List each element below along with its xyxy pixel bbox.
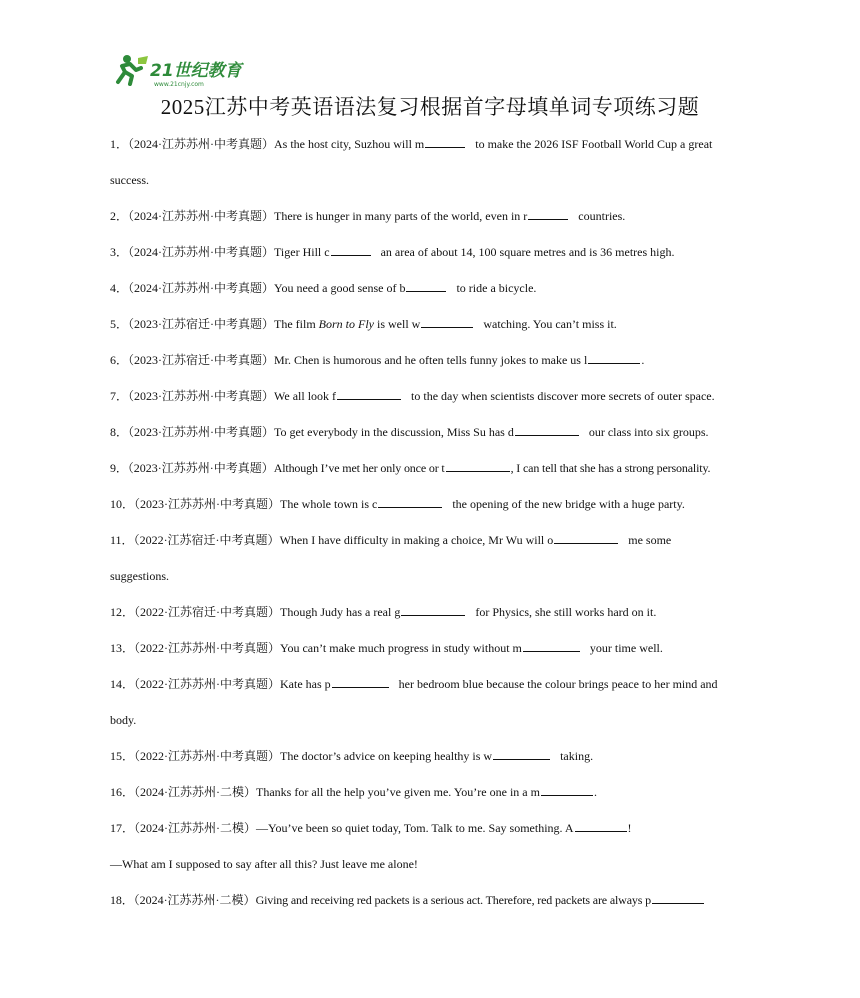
answer-blank[interactable] [425, 134, 465, 148]
question-item: 7．（2023·江苏苏州·中考真题）We all look f to the day when scientists discover more secrets of outer space. [110, 385, 750, 421]
question-item: 2．（2024·江苏苏州·中考真题）There is hunger in many parts of the world, even in r countries. [110, 205, 750, 241]
answer-blank[interactable] [528, 206, 568, 220]
question-item: 10．（2023·江苏苏州·中考真题）The whole town is c the opening of the new bridge with a huge party. [110, 493, 750, 529]
question-item: 11．（2022·江苏宿迁·中考真题）When I have difficulty in making a choice, Mr Wu will o me some [110, 529, 750, 565]
page-title: 2025江苏中考英语语法复习根据首字母填单词专项练习题 [160, 95, 700, 119]
question-item: 17．（2024·江苏苏州·二模）—You’ve been so quiet today, Tom. Talk to me. Say something. A ! [110, 817, 750, 853]
question-continuation: suggestions. [110, 569, 170, 583]
question-item: 14．（2022·江苏苏州·中考真题）Kate has p her bedroom blue because the colour brings peace to her mind and [110, 673, 750, 709]
logo [110, 52, 250, 92]
question-item: 8．（2023·江苏苏州·中考真题）To get everybody in the discussion, Miss Su has d our class into six groups. [110, 421, 750, 457]
answer-blank[interactable] [554, 530, 618, 544]
question-list [110, 133, 750, 925]
answer-blank[interactable] [337, 386, 401, 400]
question-item: 1．（2024·江苏苏州·中考真题）As the host city, Suzhou will m to make the 2026 ISF Football World Cup a great [110, 133, 750, 169]
answer-blank[interactable] [575, 818, 627, 832]
question-item: 6．（2023·江苏宿迁·中考真题）Mr. Chen is humorous and he often tells funny jokes to make us l . [110, 349, 750, 385]
question-item: 4．（2024·江苏苏州·中考真题）You need a good sense of b to ride a bicycle. [110, 277, 750, 313]
answer-blank[interactable] [378, 494, 442, 508]
question-continuation: body. [110, 713, 137, 727]
answer-blank[interactable] [523, 638, 580, 652]
question-item: 5．（2023·江苏宿迁·中考真题）The film Born to Fly is well w watching. You can’t miss it. [110, 313, 750, 349]
question-item: 3．（2024·江苏苏州·中考真题）Tiger Hill c an area of about 14, 100 square metres and is 36 metres high. [110, 241, 750, 277]
answer-blank[interactable] [588, 350, 640, 364]
answer-blank[interactable] [332, 674, 389, 688]
answer-blank[interactable] [406, 278, 446, 292]
question-item: 15．（2022·江苏苏州·中考真题）The doctor’s advice on keeping healthy is w taking. [110, 745, 750, 781]
svg-text:www.21cnjy.com: www.21cnjy.com [154, 81, 204, 88]
answer-blank[interactable] [401, 602, 465, 616]
question-item: 18．（2024·江苏苏州·二模）Giving and receiving red packets is a serious act. Therefore, red packets are always p [110, 889, 750, 925]
question-item: 9．（2023·江苏苏州·中考真题）Although I’ve met her only once or t , I can tell that she has a strong personality. [110, 457, 750, 493]
answer-blank[interactable] [331, 242, 371, 256]
question-item: 16．（2024·江苏苏州·二模）Thanks for all the help you’ve given me. You’re one in a m . [110, 781, 750, 817]
question-continuation: success. [110, 173, 149, 187]
question-item: 12．（2022·江苏宿迁·中考真题）Though Judy has a real g for Physics, she still works hard on it. [110, 601, 750, 637]
answer-blank[interactable] [446, 458, 510, 472]
question-item: 13．（2022·江苏苏州·中考真题）You can’t make much progress in study without m your time well. [110, 637, 750, 673]
svg-text:21世纪教育: 21世纪教育 [150, 61, 242, 81]
answer-blank[interactable] [421, 314, 473, 328]
runner-logo-icon [110, 52, 250, 92]
question-continuation: —What am I supposed to say after all this? Just leave me alone! [110, 857, 418, 871]
answer-blank[interactable] [493, 746, 550, 760]
answer-blank[interactable] [515, 422, 579, 436]
answer-blank[interactable] [652, 890, 704, 904]
answer-blank[interactable] [541, 782, 593, 796]
